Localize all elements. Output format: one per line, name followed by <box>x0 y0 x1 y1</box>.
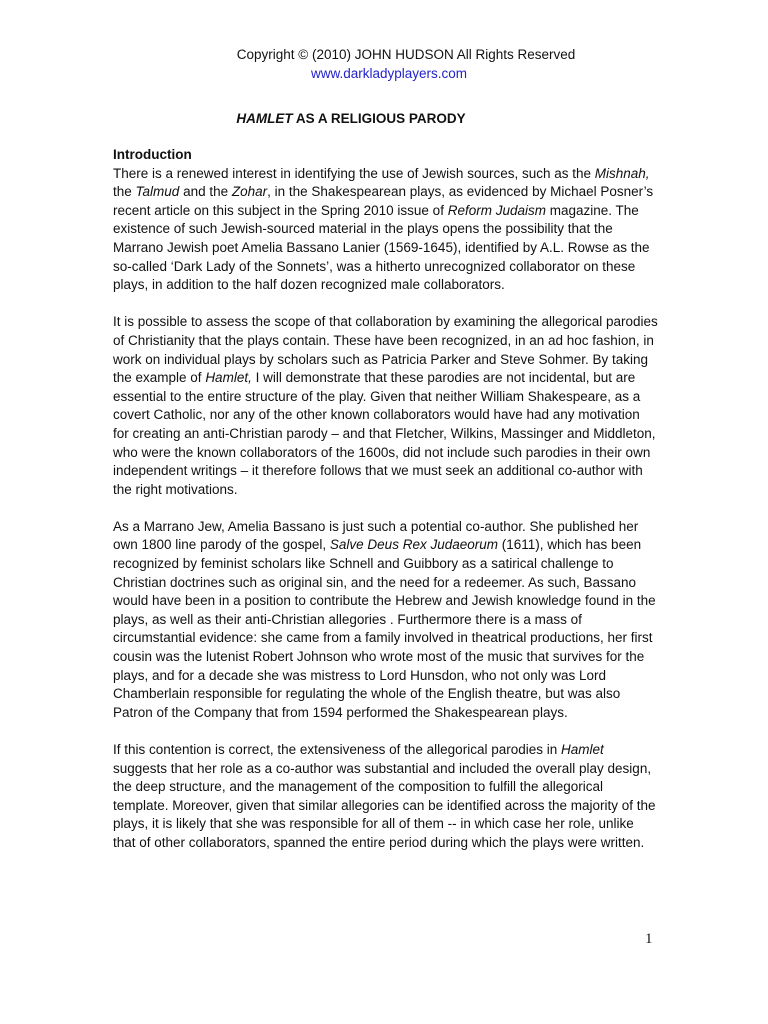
text-run: suggests that her role as a co-author was substantial and included the overall play design, the deep structure, and the management of the composition to fulfill the allegorical template. Moreover, given that similar allegories can be identified across the majority of the plays, it is likely that she was responsible for all of them -- in which case her role, unlike that of other collaborators, spanned the entire period during which the plays were written. <box>113 760 656 850</box>
text-run: It is possible to assess the scope of that collaboration by examining the allegorical parodies of Christianity that the plays contain. These have been recognized, in an ad hoc fashion, in work on individual plays by scholars such as Patricia Parker and Steve Sohmer. By taking the example of <box>113 314 658 386</box>
paragraph-2 <box>113 313 658 499</box>
paragraph-4 <box>113 741 658 853</box>
copyright-notice: Copyright © (2010) JOHN HUDSON All Rights Reserved <box>236 47 576 62</box>
italic-run: Mishnah, <box>594 165 650 181</box>
section-heading: Introduction <box>113 147 192 162</box>
italic-run: Hamlet <box>561 742 604 757</box>
text-run: magazine. The existence of such Jewish-sourced material in the plays opens the possibility that the Marrano Jewish poet Amelia Bassano Lanier (1569-1645), identified by A.L. Rowse as the so-called ‘Dark Lady of the Sonnets’, was a hitherto unrecognized collaborator on these plays, in addition to the half dozen recognized male collaborators. <box>113 202 650 293</box>
title-rest: AS A RELIGIOUS PARODY <box>292 111 466 126</box>
text-run: and the <box>179 184 232 200</box>
text-run: I will demonstrate that these parodies are not incidental, but are essential to the entire structure of the play. Given that neither William Shakespeare, as a covert Catholic, nor any of the other known collaborators would have had any motivation for creating an anti-Christian parody – and that Fletcher, Wilkins, Massinger and Middleton, who were the known collaborators of the 1600s, did not include such parodies in their own independent writings – it therefore follows that we must seek an additional co-author with the right motivations. <box>113 370 656 497</box>
text-run: , in the Shakespearean plays, as evidenced by Michael Posner’s recent article on this subject in the Spring 2010 issue of <box>113 184 654 218</box>
website-link[interactable]: www.darkladyplayers.com <box>310 66 468 81</box>
text-run: If this contention is correct, the extensiveness of the allegorical parodies in <box>113 742 561 757</box>
text-run: There is a renewed interest in identifying the use of Jewish sources, such as the <box>113 165 595 181</box>
page-number: 1 <box>645 931 653 947</box>
text-run: the <box>113 184 136 200</box>
text-run: As a Marrano Jew, Amelia Bassano is just such a potential co-author. She published her own 1800 line parody of the gospel, <box>113 518 639 553</box>
title-italic-part: HAMLET <box>236 111 293 126</box>
document-title <box>0 110 702 128</box>
italic-run: Talmud <box>135 184 180 200</box>
document-body <box>113 146 658 871</box>
italic-run: Zohar <box>231 184 268 200</box>
paragraph-3 <box>113 518 658 723</box>
paragraph-1 <box>113 165 658 295</box>
italic-run: Salve Deus Rex Judaeorum <box>329 537 498 553</box>
text-run: (1611), which has been recognized by feminist scholars like Schnell and Guibbory as a satirical challenge to Christian doctrines such as original sin, and the need for a redeemer. As such, Bassano would have been in a position to contribute the Hebrew and Jewish knowledge found in the plays, as well as their anti-Christian allegories . Furthermore there is a mass of circumstantial evidence: she came from a family involved in theatrical productions, her first cousin was the lutenist Robert Johnson who wrote most of the music that survives for the plays, and for a decade she was mistress to Lord Hunsdon, who not only was Lord Chamberlain responsible for regulating the whole of the English theatre, but was also Patron of the Company that from 1594 performed the Shakespearean plays. <box>113 537 656 720</box>
italic-run: Hamlet, <box>205 370 252 386</box>
italic-run: Reform Judaism <box>447 202 546 218</box>
